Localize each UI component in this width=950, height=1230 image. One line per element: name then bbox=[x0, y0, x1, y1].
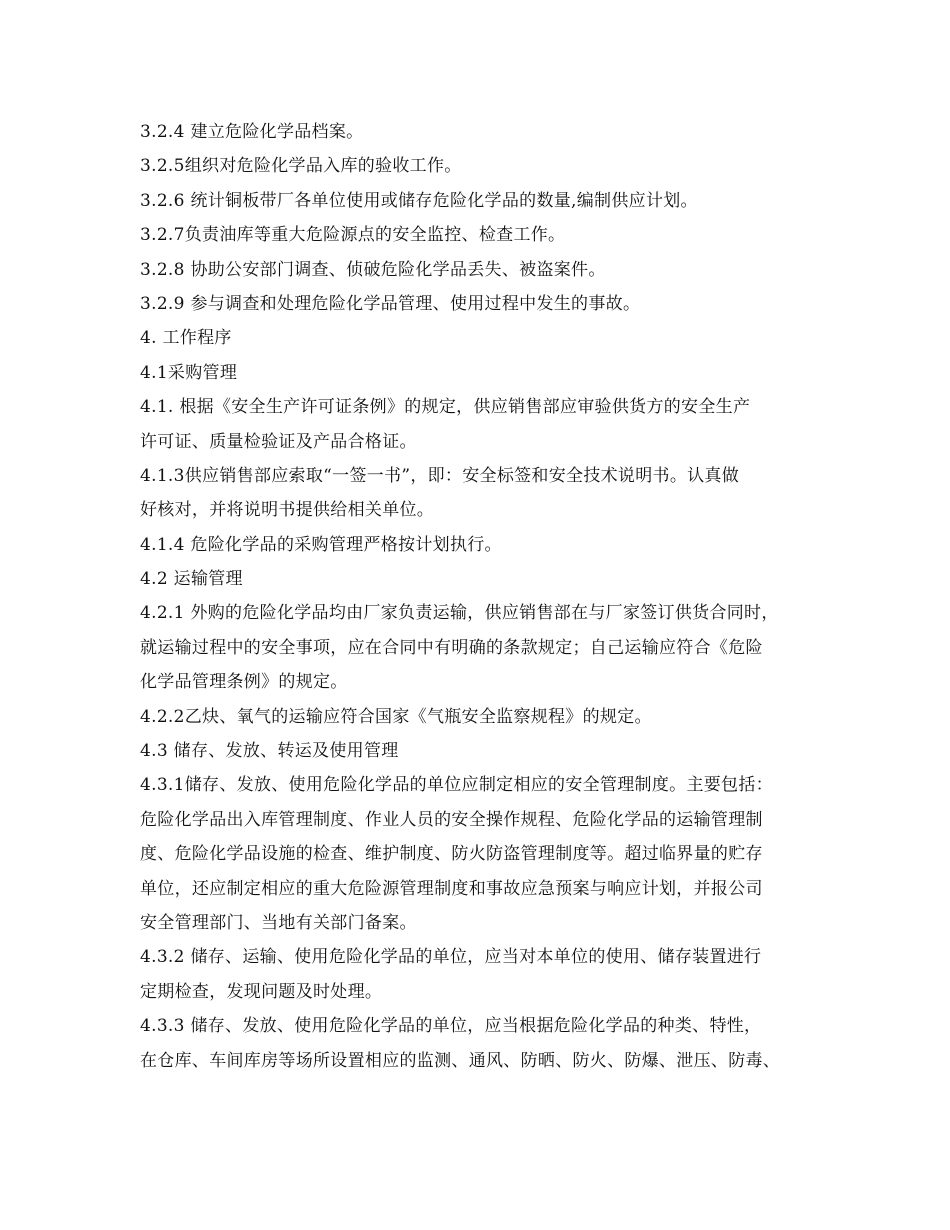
text-line: 4.2.2乙炔、氧气的运输应符合国家《气瓶安全监察规程》的规定。 bbox=[140, 706, 652, 727]
text-line: 危险化学品出入库管理制度、作业人员的安全操作规程、危险化学品的运输管理制 bbox=[140, 809, 763, 830]
section-heading: 4. 工作程序 bbox=[140, 328, 232, 349]
text-line: 就运输过程中的安全事项，应在合同中有明确的条款规定；自己运输应符合《危险 bbox=[140, 637, 763, 658]
text-line: 4.1. 根据《安全生产许可证条例》的规定，供应销售部应审验供货方的安全生产 bbox=[140, 397, 751, 418]
text-line: 4.1.4 危险化学品的采购管理严格按计划执行。 bbox=[140, 534, 502, 555]
text-line: 4.3.3 储存、发放、使用危险化学品的单位，应当根据危险化学品的种类、特性， bbox=[140, 1016, 762, 1037]
text-line: 4.3.2 储存、运输、使用危险化学品的单位，应当对本单位的使用、储存装置进行 bbox=[140, 947, 762, 968]
text-line: 3.2.6 统计铜板带厂各单位使用或储存危险化学品的数量,编制供应计划。 bbox=[140, 190, 698, 211]
subsection-heading: 4.1采购管理 bbox=[140, 362, 238, 383]
text-line: 安全管理部门、当地有关部门备案。 bbox=[140, 912, 417, 933]
subsection-heading: 4.3 储存、发放、转运及使用管理 bbox=[140, 741, 399, 762]
text-line: 好核对，并将说明书提供给相关单位。 bbox=[140, 500, 435, 521]
text-line: 4.2.1 外购的危险化学品均由厂家负责运输，供应销售部在与厂家签订供货合同时， bbox=[140, 603, 779, 624]
text-line: 单位，还应制定相应的重大危险源管理制度和事故应急预案与响应计划，并报公司 bbox=[140, 878, 763, 899]
text-line: 3.2.9 参与调查和处理危险化学品管理、使用过程中发生的事故。 bbox=[140, 293, 641, 314]
text-line: 3.2.5组织对危险化学品入库的验收工作。 bbox=[140, 156, 462, 177]
subsection-heading: 4.2 运输管理 bbox=[140, 569, 243, 590]
text-line: 许可证、质量检验证及产品合格证。 bbox=[140, 431, 417, 452]
text-line: 4.3.1储存、发放、使用危险化学品的单位应制定相应的安全管理制度。主要包括： bbox=[140, 775, 773, 796]
text-line: 3.2.4 建立危险化学品档案。 bbox=[140, 122, 364, 142]
text-line: 度、危险化学品设施的检查、维护制度、防火防盗管理制度等。超过临界量的贮存 bbox=[140, 844, 763, 865]
text-line: 3.2.7负责油库等重大危险源点的安全监控、检查工作。 bbox=[140, 225, 566, 246]
text-line: 定期检查，发现问题及时处理。 bbox=[140, 981, 383, 1002]
text-line: 在仓库、车间库房等场所设置相应的监测、通风、防晒、防火、防爆、泄压、防毒、 bbox=[140, 1050, 781, 1071]
text-line: 3.2.8 协助公安部门调查、侦破危险化学品丢失、被盗案件。 bbox=[140, 259, 606, 280]
text-line: 4.1.3供应销售部应索取“一签一书”，即：安全标签和安全技术说明书。认真做 bbox=[140, 465, 740, 486]
text-line: 化学品管理条例》的规定。 bbox=[140, 672, 348, 693]
document-body bbox=[140, 115, 840, 1078]
